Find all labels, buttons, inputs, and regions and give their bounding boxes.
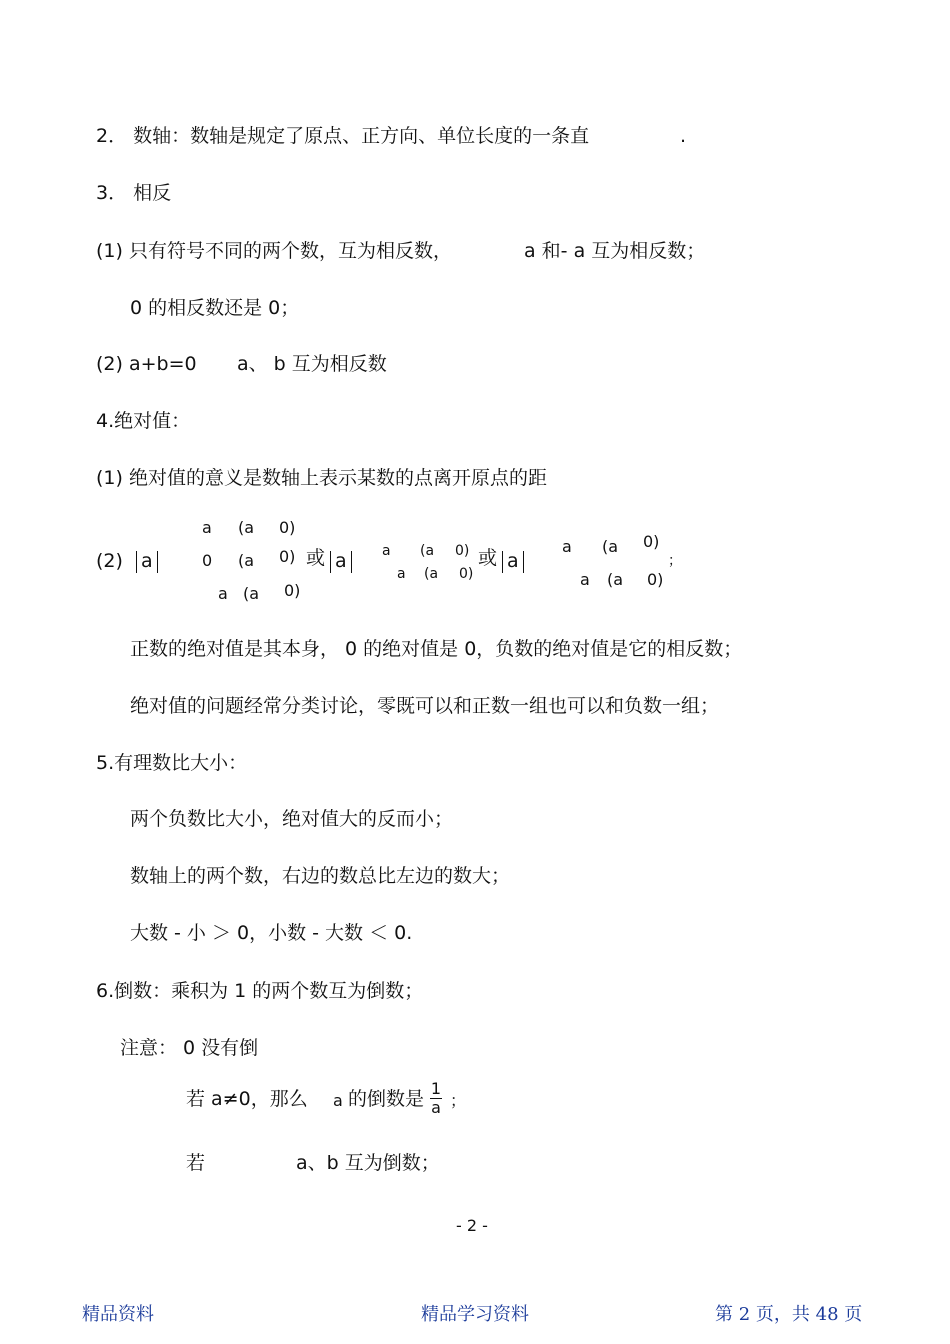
abs-bar (351, 551, 352, 573)
abs-expression-2 (326, 550, 356, 573)
abs-expression-1 (132, 550, 162, 573)
abs-bar (157, 551, 158, 573)
case-text: 0) (455, 543, 470, 559)
reciprocal-fraction (428, 1080, 444, 1117)
case-text: a (382, 543, 391, 559)
case-text: a (562, 537, 572, 556)
page-number: - 2 - (456, 1216, 488, 1235)
item-6-heading: 6.倒数：乘积为 1 的两个数互为倒数； (96, 980, 424, 1002)
item-6-2-if: 若 (186, 1152, 206, 1174)
abs-bar (330, 551, 331, 573)
item-6-note: 注意： 0 没有倒 (120, 1037, 259, 1059)
item-6-1-var: a (333, 1091, 343, 1110)
footer-center: 精品学习资料 (421, 1304, 529, 1325)
case-text: a (397, 566, 406, 582)
abs-var: a (141, 550, 153, 572)
abs-expression-3 (498, 550, 528, 573)
item-4-2-label: (2) (96, 550, 123, 572)
or-word: 或 (478, 547, 498, 569)
abs-bar (136, 551, 137, 573)
footer-right-page-count: 第 2 页，共 48 页 (715, 1304, 863, 1325)
case-text: a (218, 584, 228, 603)
item-2-number-line: 2． 数轴：数轴是规定了原点、正方向、单位长度的一条直 (96, 125, 590, 147)
case-text: 0) (647, 570, 664, 589)
item-4-heading: 4.绝对值： (96, 410, 191, 432)
case-text: 0) (279, 518, 296, 537)
abs-note-2: 绝对值的问题经常分类讨论，零既可以和正数一组也可以和负数一组； (130, 695, 720, 717)
item-5-3: 大数 - 小 ＞ 0，小数 - 大数 ＜ 0. (130, 922, 413, 944)
case-text: (a (238, 551, 255, 570)
abs-bar (502, 551, 503, 573)
case-text: (a (420, 543, 435, 559)
abs-bar (523, 551, 524, 573)
case-text: (a (607, 570, 624, 589)
abs-note-1: 正数的绝对值是其本身， 0 的绝对值是 0，负数的绝对值是它的相反数； (130, 638, 743, 660)
item-3-1-zero: 0 的相反数还是 0； (130, 297, 300, 319)
item-3-2-equation: (2) a+b=0 (96, 353, 197, 375)
case-text: 0) (643, 532, 660, 551)
case-text: (a (424, 566, 439, 582)
abs-semicolon: ； (668, 553, 682, 569)
or-word: 或 (306, 547, 326, 569)
case-text: (a (243, 584, 260, 603)
case-text: (a (238, 518, 255, 537)
item-5-1: 两个负数比大小，绝对值大的反而小； (130, 808, 454, 830)
item-5-heading: 5.有理数比大小： (96, 752, 248, 774)
case-text: 0 (202, 551, 213, 570)
item-4-1-text: (1) 绝对值的意义是数轴上表示某数的点离开原点的距 (96, 467, 547, 489)
case-text: 0) (284, 581, 301, 600)
case-text: 0) (459, 566, 474, 582)
item-3-1-text: (1) 只有符号不同的两个数，互为相反数， (96, 240, 452, 262)
item-3-1-formula: a 和- a 互为相反数； (524, 240, 706, 262)
fraction-numerator: 1 (430, 1079, 442, 1098)
item-5-2: 数轴上的两个数，右边的数总比左边的数大； (130, 865, 511, 887)
item-6-1-reciprocal-text: 的倒数是 (348, 1088, 425, 1110)
item-6-1-semicolon: ； (450, 1091, 467, 1110)
case-text: a (202, 518, 212, 537)
fraction-denominator: a (431, 1098, 441, 1117)
item-6-2-text: a、b 互为倒数； (296, 1152, 440, 1174)
case-text: (a (602, 537, 619, 556)
item-3-heading: 3． 相反 (96, 182, 172, 204)
abs-var: a (507, 550, 519, 572)
case-text: a (580, 570, 590, 589)
case-text: 0) (279, 547, 296, 566)
item-3-2-text: a、 b 互为相反数 (237, 353, 387, 375)
footer-left: 精品资料 (82, 1304, 154, 1325)
item-2-period: . (680, 125, 687, 147)
abs-var: a (335, 550, 347, 572)
item-6-1-text: 若 a≠0，那么 (186, 1088, 308, 1110)
